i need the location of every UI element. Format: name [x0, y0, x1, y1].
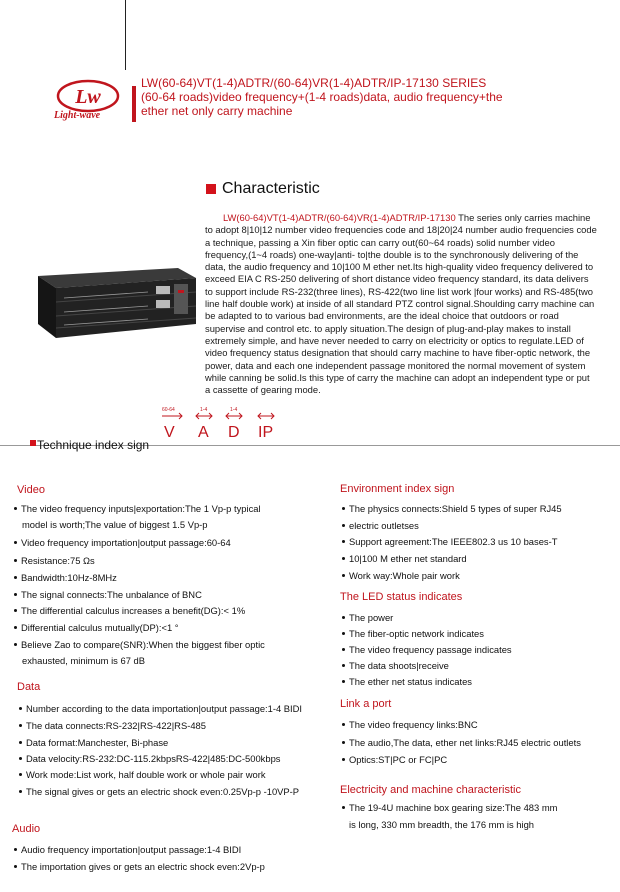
- bullet: [14, 576, 17, 579]
- led-section-title: The LED status indicates: [340, 591, 463, 603]
- series-title: [141, 76, 561, 118]
- list-item: The video frequency inputs|exportation:The 1 Vp-p typical: [14, 503, 261, 515]
- d-letter: D: [228, 424, 240, 441]
- bullet: [19, 790, 22, 793]
- bullet: [342, 574, 345, 577]
- a-letter: A: [198, 424, 209, 441]
- bullet: [342, 664, 345, 667]
- list-item: The data shoots|receive: [342, 660, 449, 672]
- title-accent-bar: [132, 86, 136, 122]
- list-item: The video frequency links:BNC: [342, 719, 478, 731]
- v-channel-label: 60-64: [162, 407, 175, 413]
- video-section-title: Video: [17, 484, 45, 496]
- bullet: [342, 680, 345, 683]
- list-item: The fiber-optic network indicates: [342, 628, 484, 640]
- list-item: The data connects:RS-232|RS-422|RS-485: [19, 720, 206, 732]
- list-item: The audio,The data, ether net links:RJ45 electric outlets: [342, 737, 581, 749]
- bullet: [14, 643, 17, 646]
- list-item: Believe Zao to compare(SNR):When the biggest fiber optic: [14, 639, 265, 651]
- bullet: [342, 557, 345, 560]
- list-item: Video frequency importation|output passage:60-64: [14, 537, 231, 549]
- list-item: The differential calculus increases a benefit(DG):< 1%: [14, 605, 245, 617]
- bullet: [14, 541, 17, 544]
- bullet: [342, 648, 345, 651]
- bullet: [342, 741, 345, 744]
- data-section-title: Data: [17, 681, 41, 693]
- audio-section-title: Audio: [12, 823, 41, 835]
- list-item: model is worth;The value of biggest 1.5 Vp-p: [22, 519, 208, 530]
- logo-subtext: Light-wave: [54, 110, 101, 121]
- bullet: [342, 507, 345, 510]
- list-item: Audio frequency importation|output passage:1-4 BIDI: [14, 844, 241, 856]
- bullet: [342, 616, 345, 619]
- list-item: Resistance:75 Ωs: [14, 555, 95, 567]
- characteristic-title: Characteristic: [222, 180, 320, 197]
- bullet: [14, 593, 17, 596]
- bullet: [19, 707, 22, 710]
- list-item: electric outletses: [342, 520, 419, 532]
- bullet: [342, 524, 345, 527]
- bullet: [14, 559, 17, 562]
- ip-letter: IP: [258, 424, 274, 441]
- list-item: The 19-4U machine box gearing size:The 483 mm: [342, 802, 557, 814]
- model-number: LW(60-64)VT(1-4)ADTR/(60-64)VR(1-4)ADTR/IP-17130: [223, 212, 456, 223]
- link-section-title: Link a port: [340, 698, 392, 710]
- bullet: [19, 757, 22, 760]
- list-item: The signal gives or gets an electric shock even:0.25Vp-p -10VP-P: [19, 786, 299, 798]
- technique-marker: [30, 440, 36, 446]
- logo-mark-text: Lw: [75, 86, 101, 108]
- top-divider-line: [125, 0, 126, 70]
- bullet: [342, 723, 345, 726]
- list-item: The importation gives or gets an electric shock even:2Vp-p: [14, 861, 265, 873]
- signal-type-indicators: [160, 405, 300, 443]
- rack-device-image: [28, 262, 200, 344]
- list-item: is long, 330 mm breadth, the 176 mm is high: [349, 819, 534, 830]
- bullet: [342, 806, 345, 809]
- list-item: The power: [342, 612, 393, 624]
- series-title-line-2: (60-64 roads)video frequency+(1-4 roads)data, audio frequency+the: [141, 90, 503, 104]
- bullet: [19, 773, 22, 776]
- environment-section-title: Environment index sign: [340, 483, 455, 495]
- technique-title: Technique index sign: [37, 438, 150, 452]
- bullet: [19, 724, 22, 727]
- list-item: The signal connects:The unbalance of BNC: [14, 589, 202, 601]
- bullet: [14, 609, 17, 612]
- list-item: The ether net status indicates: [342, 676, 472, 688]
- bullet: [14, 626, 17, 629]
- bullet: [342, 758, 345, 761]
- characteristic-description: [205, 212, 597, 396]
- list-item: The physics connects:Shield 5 types of super RJ45: [342, 503, 562, 515]
- series-title-line-1: LW(60-64)VT(1-4)ADTR/(60-64)VR(1-4)ADTR/IP-17130 SERIES: [141, 76, 487, 90]
- list-item: Support agreement:The IEEE802.3 us 10 bases-T: [342, 536, 557, 548]
- bullet: [14, 848, 17, 851]
- bullet: [342, 540, 345, 543]
- list-item: Optics:ST|PC or FC|PC: [342, 754, 447, 766]
- list-item: Number according to the data importation|output passage:1-4 BIDI: [19, 703, 302, 715]
- list-item: The video frequency passage indicates: [342, 644, 512, 656]
- list-item: 10|100 M ether net standard: [342, 553, 467, 565]
- v-letter: V: [164, 424, 175, 441]
- bullet: [14, 865, 17, 868]
- signal-arrows-graphic: [160, 405, 300, 443]
- description-body: The series only carries machine to adopt 8|10|12 number video frequencies code and 18|20|24 number audio frequencies code a technique, passing a Xin fiber optic can carry out(60~64 roads) solid number video frequency,(1~4 roads) one-way|anti- to|the double is to the synchronously delivering of the data, the audio frequency and 10|100 M ether net.Its high-quality video frequency delivered to exceed EIA C RS-250 delivering of short distance video frequency standard, its data delivers to support include RS-232(three lines), RS-422(two line list work |four works) and RS-485(two line half double work) at inside of all standard PTZ control signal.Shoulding carry machine can be adapted to to various bad environments, are the ideal choice that outdoors or road supervise and control etc. to apply situation.The design of plug-and-play makes to install extremely simple, and have never needed to carry on electricity or optics to regulate.LED of video frequency status designation that should carry machine to have fiber-optic network, the power, data and each one independent passage monitored the normal movement of system while canning be solid.Is this type of carry the machine can adopt an independent type or put a cassette of gearing mode.: [205, 212, 597, 396]
- list-item: Data velocity:RS-232:DC-115.2kbpsRS-422|485:DC-500kbps: [19, 753, 280, 765]
- list-item: Differential calculus mutually(DP):<1 °: [14, 622, 179, 634]
- series-title-line-3: ether net only carry machine: [141, 104, 293, 118]
- bullet: [19, 741, 22, 744]
- list-item: Data format:Manchester, Bi-phase: [19, 737, 168, 749]
- list-item: Work way:Whole pair work: [342, 570, 460, 582]
- list-item: Work mode:List work, half double work or whole pair work: [19, 769, 266, 781]
- characteristic-marker: [206, 184, 216, 194]
- bullet: [342, 632, 345, 635]
- electric-section-title: Electricity and machine characteristic: [340, 784, 521, 796]
- list-item: Bandwidth:10Hz-8MHz: [14, 572, 117, 584]
- list-item: exhausted, minimum is 67 dB: [22, 655, 145, 666]
- d-channel-label: 1-4: [230, 407, 238, 413]
- a-channel-label: 1-4: [200, 407, 208, 413]
- bullet: [14, 507, 17, 510]
